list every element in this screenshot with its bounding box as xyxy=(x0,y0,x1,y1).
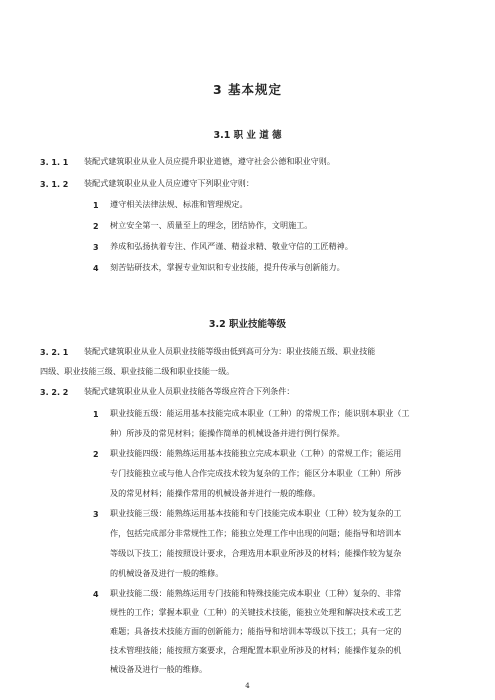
list-item-number: 1 xyxy=(93,201,99,210)
list-item-text: 及的常见材料；能操作常用的机械设备并进行一般的维修。 xyxy=(110,488,321,498)
clause-text: 装配式建筑职业从业人员职业技能等级由低到高可分为：职业技能五级、职业技能 xyxy=(84,346,376,356)
list-item-number: 2 xyxy=(93,450,99,459)
clause-text: 装配式建筑职业从业人员应遵守下列职业守则： xyxy=(84,178,254,188)
list-item-text: 职业技能三级：能熟练运用基本技能和专门技能完成本职业（工种）较为复杂的工 xyxy=(110,508,402,518)
list-item-number: 1 xyxy=(93,410,99,419)
list-item-text: 刻苦钻研技术，掌握专业知识和专业技能，提升传承与创新能力。 xyxy=(110,262,345,272)
list-item-text: 作，包括完成部分非常规性工作；能独立处理工作中出现的问题；能指导和培训本 xyxy=(110,528,402,538)
clause-text: 装配式建筑职业从业人员应提升职业道德，遵守社会公德和职业守则。 xyxy=(84,156,335,166)
clause-number: 3. 2. 2 xyxy=(40,388,69,397)
list-item-text: 树立安全第一、质量至上的理念，团结协作，文明施工。 xyxy=(110,220,313,230)
list-item-number: 4 xyxy=(93,590,99,599)
list-item-number: 4 xyxy=(93,264,99,273)
list-item-text: 养成和弘扬执着专注、作风严谨、精益求精、敬业守信的工匠精神。 xyxy=(110,241,353,251)
list-item-text: 技术管理技能；能按照方案要求，合理配置本职业所涉及的材料；能操作复杂的机 xyxy=(110,645,402,655)
list-item-text: 职业技能二级：能熟练运用专门技能和特殊技能完成本职业（工种）复杂的、非常 xyxy=(110,588,402,598)
list-item-text: 遵守相关法律法规、标准和管理规定。 xyxy=(110,199,248,209)
list-item-text: 规性的工作；掌握本职业（工种）的关键技术技能，能独立处理和解决技术或工艺 xyxy=(110,607,402,617)
section-title-3-2: 3.2 职业技能等级 xyxy=(208,319,287,330)
chapter-title: 3 基本规定 xyxy=(212,82,283,97)
list-item-text: 职业技能五级：能运用基本技能完成本职业（工种）的常规工作；能识别本职业（工 xyxy=(110,408,410,418)
list-item-text: 械设备及进行一般的维修。 xyxy=(110,664,208,674)
clause-number: 3. 1. 2 xyxy=(40,180,69,189)
list-item-text: 种）所涉及的常见材料；能操作简单的机械设备并进行例行保养。 xyxy=(110,428,345,438)
list-item-text: 难题；具备技术技能方面的创新能力；能指导和培训本等级以下技工；具有一定的 xyxy=(110,626,402,636)
clause-text: 四级、职业技能三级、职业技能二级和职业技能一级。 xyxy=(40,366,235,376)
list-item-text: 的机械设备及进行一般的维修。 xyxy=(110,568,224,578)
clause-number: 3. 1. 1 xyxy=(40,158,69,167)
page-number: 4 xyxy=(245,682,250,690)
list-item-text: 等级以下技工；能按照设计要求，合理选用本职业所涉及的材料；能操作较为复杂 xyxy=(110,548,402,558)
clause-text: 装配式建筑职业从业人员职业技能各等级应符合下列条件： xyxy=(84,386,295,396)
list-item-text: 职业技能四级：能熟练运用基本技能独立完成本职业（工种）的常规工作；能运用 xyxy=(110,448,402,458)
list-item-number: 2 xyxy=(93,222,99,231)
clause-number: 3. 2. 1 xyxy=(40,348,69,357)
list-item-text: 专门技能独立或与他人合作完成技术较为复杂的工作；能区分本职业（工种）所涉 xyxy=(110,468,402,478)
list-item-number: 3 xyxy=(93,243,99,252)
list-item-number: 3 xyxy=(93,510,99,519)
section-title-3-1: 3.1 职 业 道 德 xyxy=(213,130,282,141)
